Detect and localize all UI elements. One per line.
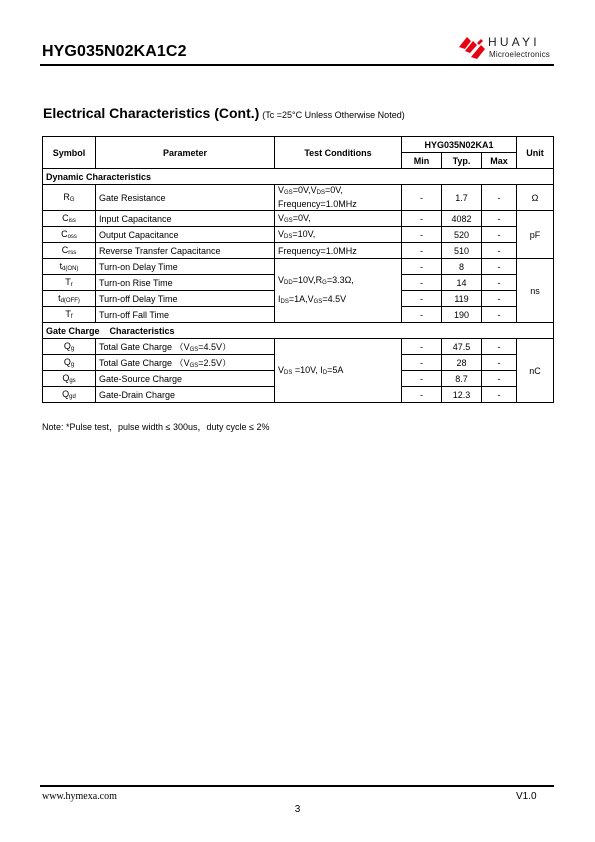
symbol-cell: Qg bbox=[43, 339, 96, 355]
footer-url-link[interactable]: www.hymexa.com bbox=[42, 791, 117, 802]
max-cell: - bbox=[482, 339, 517, 355]
header-symbol: Symbol bbox=[43, 137, 96, 169]
min-cell: - bbox=[402, 387, 442, 403]
header-min: Min bbox=[402, 153, 442, 169]
max-cell: - bbox=[482, 307, 517, 323]
typ-cell: 510 bbox=[442, 243, 482, 259]
symbol-cell: Ciss bbox=[43, 211, 96, 227]
typ-cell: 1.7 bbox=[442, 185, 482, 211]
symbol-cell: td(OFF) bbox=[43, 291, 96, 307]
max-cell: - bbox=[482, 275, 517, 291]
conditions-cell: VDS =10V, ID=5A bbox=[275, 339, 402, 403]
parameter-cell: Turn-off Delay Time bbox=[96, 291, 275, 307]
group-gate-charge: Gate Charge Characteristics bbox=[43, 323, 554, 339]
part-number-title: HYG035N02KA1C2 bbox=[42, 43, 187, 60]
header-typ: Typ. bbox=[442, 153, 482, 169]
typ-cell: 8 bbox=[442, 259, 482, 275]
symbol-cell: Qgd bbox=[43, 387, 96, 403]
parameter-cell: Output Capacitance bbox=[96, 227, 275, 243]
min-cell: - bbox=[402, 371, 442, 387]
table-row bbox=[43, 185, 554, 211]
max-cell: - bbox=[482, 211, 517, 227]
parameter-cell: Gate-Source Charge bbox=[96, 371, 275, 387]
parameter-cell: Total Gate Charge （VGS=2.5V） bbox=[96, 355, 275, 371]
section-title-text: Electrical Characteristics (Cont.) bbox=[43, 105, 260, 121]
conditions-cell: VDD=10V,RG=3.3Ω, IDS=1A,VGS=4.5V bbox=[275, 259, 402, 323]
typ-cell: 28 bbox=[442, 355, 482, 371]
parameter-cell: Input Capacitance bbox=[96, 211, 275, 227]
symbol-cell: Qgs bbox=[43, 371, 96, 387]
section-title bbox=[43, 105, 405, 121]
symbol-cell: Tf bbox=[43, 307, 96, 323]
min-cell: - bbox=[402, 227, 442, 243]
header-max: Max bbox=[482, 153, 517, 169]
unit-cell: pF bbox=[517, 211, 554, 259]
max-cell: - bbox=[482, 291, 517, 307]
symbol-cell: RG bbox=[43, 185, 96, 211]
symbol-cell: Coss bbox=[43, 227, 96, 243]
unit-cell: nC bbox=[517, 339, 554, 403]
min-cell: - bbox=[402, 243, 442, 259]
parameter-cell: Gate Resistance bbox=[96, 185, 275, 211]
max-cell: - bbox=[482, 227, 517, 243]
typ-cell: 8.7 bbox=[442, 371, 482, 387]
footer-rule bbox=[40, 785, 554, 787]
min-cell: - bbox=[402, 291, 442, 307]
footer-version: V1.0 bbox=[516, 791, 537, 802]
logo-wordmark: HUAYI bbox=[488, 35, 540, 49]
parameter-cell: Turn-on Delay Time bbox=[96, 259, 275, 275]
typ-cell: 119 bbox=[442, 291, 482, 307]
parameter-cell: Gate-Drain Charge bbox=[96, 387, 275, 403]
header-rule bbox=[40, 64, 554, 66]
conditions-cell: VGS=0V, bbox=[275, 211, 402, 227]
min-cell: - bbox=[402, 211, 442, 227]
conditions-cell: VDS=10V, bbox=[275, 227, 402, 243]
parameter-cell: Turn-off Fall Time bbox=[96, 307, 275, 323]
logo-subtitle: Microelectronics bbox=[489, 50, 550, 59]
symbol-cell: td(ON) bbox=[43, 259, 96, 275]
typ-cell: 190 bbox=[442, 307, 482, 323]
max-cell: - bbox=[482, 259, 517, 275]
header-unit: Unit bbox=[517, 137, 554, 169]
min-cell: - bbox=[402, 185, 442, 211]
typ-cell: 520 bbox=[442, 227, 482, 243]
section-subtitle: (Tc =25°C Unless Otherwise Noted) bbox=[262, 110, 405, 120]
symbol-cell: Crss bbox=[43, 243, 96, 259]
header-parameter: Parameter bbox=[96, 137, 275, 169]
typ-cell: 12.3 bbox=[442, 387, 482, 403]
table-row bbox=[43, 339, 554, 355]
max-cell: - bbox=[482, 243, 517, 259]
parameter-cell: Reverse Transfer Capacitance bbox=[96, 243, 275, 259]
max-cell: - bbox=[482, 355, 517, 371]
pulse-test-note: Note: *Pulse test，pulse width ≤ 300us，duty cycle ≤ 2% bbox=[42, 422, 270, 432]
unit-cell: ns bbox=[517, 259, 554, 323]
group-dynamic: Dynamic Characteristics bbox=[43, 169, 554, 185]
electrical-characteristics-table bbox=[42, 136, 554, 403]
conditions-cell: Frequency=1.0MHz bbox=[275, 243, 402, 259]
header-device: HYG035N02KA1 bbox=[402, 137, 517, 153]
parameter-cell: Total Gate Charge （VGS=4.5V） bbox=[96, 339, 275, 355]
table-row bbox=[43, 211, 554, 227]
min-cell: - bbox=[402, 307, 442, 323]
min-cell: - bbox=[402, 259, 442, 275]
min-cell: - bbox=[402, 339, 442, 355]
header-conditions: Test Conditions bbox=[275, 137, 402, 169]
typ-cell: 47.5 bbox=[442, 339, 482, 355]
table-row bbox=[43, 259, 554, 275]
max-cell: - bbox=[482, 387, 517, 403]
table-row bbox=[43, 243, 554, 259]
symbol-cell: Qg bbox=[43, 355, 96, 371]
typ-cell: 14 bbox=[442, 275, 482, 291]
min-cell: - bbox=[402, 355, 442, 371]
max-cell: - bbox=[482, 371, 517, 387]
unit-cell: Ω bbox=[517, 185, 554, 211]
parameter-cell: Turn-on Rise Time bbox=[96, 275, 275, 291]
symbol-cell: Tr bbox=[43, 275, 96, 291]
min-cell: - bbox=[402, 275, 442, 291]
conditions-cell: VGS=0V,VDS=0V, Frequency=1.0MHz bbox=[275, 185, 402, 211]
typ-cell: 4082 bbox=[442, 211, 482, 227]
table-row bbox=[43, 227, 554, 243]
max-cell: - bbox=[482, 185, 517, 211]
page-number: 3 bbox=[294, 804, 301, 815]
